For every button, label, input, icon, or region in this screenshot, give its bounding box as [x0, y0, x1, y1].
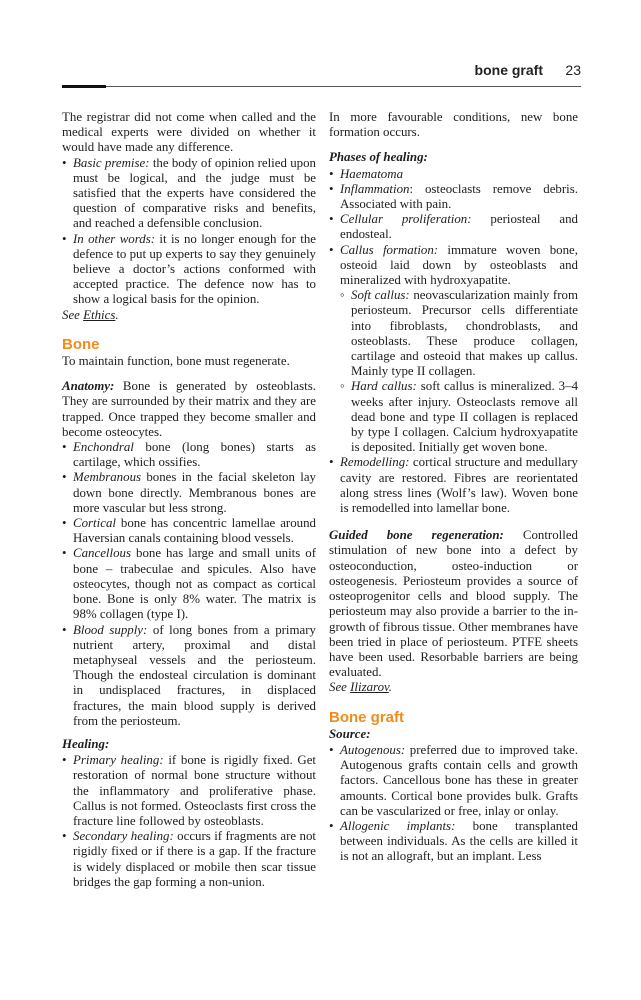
list-item: ◦ Soft callus: neovascularization mainly from periosteum. Precursor cells differentiate into fibroblasts, chondroblasts, and osteoblasts. These produce collagen, cartilage and osteoid that makes up callus. Mainly type II collagen. [340, 288, 578, 379]
source-heading: Source: [329, 726, 371, 741]
list-item: • Enchondral bone (long bones) starts as cartilage, which ossifies. [62, 440, 316, 470]
item-text: it is no longer enough for the defence to put up experts to say they genuinely believe a doctor’s actions conformed with accepted practice. The defence now has to show a logical basis for the opinion. [73, 231, 316, 307]
list-item: • Blood supply: of long bones from a primary nutrient artery, proximal and distal metaphyseal vessels and the periosteum. Though the endosteal circulation is dominant in undisplaced fractures, in displaced fractures, the main blood supply is derived from the periosteum. [62, 623, 316, 729]
guided-regeneration-paragraph: Guided bone regeneration: Controlled stimulation of new bone into a defect by osteoconduction, osteo-induction or osteogenesis. Periosteum provides a source of osteoprogenitor cells and blood supply. The periosteum may also provide a barrier to the in-growth of fibrous tissue. Other membranes have been tried in place of periosteum. PTFE sheets have been used. Resorbable barriers are being evaluated. [329, 528, 578, 680]
item-label: Basic premise: [73, 155, 150, 170]
list-item: • Haematoma [329, 167, 578, 182]
favourable-paragraph: In more favourable conditions, new bone formation occurs. [329, 110, 578, 140]
see-also-ilizarov: See Ilizarov. [329, 680, 393, 695]
list-item: • Secondary healing: occurs if fragments are not rigidly fixed or if there is a gap. If the fracture is widely displaced or mobile then scar tissue bridges the gap forming a non-union. [62, 829, 316, 890]
ilizarov-link[interactable]: Ilizarov [350, 680, 389, 695]
list-item: • Membranous bones in the facial skeleton lay down bone directly. Membranous bones are more vascular but less strong. [62, 470, 316, 516]
anatomy-paragraph: Anatomy: Bone is generated by osteoblasts. They are surrounded by their matrix and they are trapped. Once trapped they become smaller and become osteocytes. [62, 379, 316, 439]
list-item: • Remodelling: cortical structure and medullary cavity are restored. Fibres are reorientated along stress lines (Wolf’s law). Woven bone is remodelled into lamellar bone. [329, 455, 578, 516]
header-accent-bar [62, 85, 106, 88]
running-header [62, 62, 581, 82]
list-item: • Cancellous bone has large and small units of bone – trabeculae and spicules. Also have osteocytes, though not as compact as cortical bone. Bone is only 8% water. The matrix is 98% collagen (type I). [62, 546, 316, 622]
section-heading-bone: Bone [62, 335, 100, 353]
healing-heading: Healing: [62, 736, 110, 751]
anatomy-bullet-list [62, 440, 316, 729]
ethics-link[interactable]: Ethics [83, 307, 116, 322]
callus-sub-list [340, 288, 578, 455]
list-item: • Callus formation: immature woven bone, osteoid laid down by osteoblasts and mineralized with hydroxyapatite. ◦ Soft callus: neovascularization mainly from periosteum. Precursor cells differentiate into fibroblasts, chondroblasts, and osteoblasts. These produce collagen, cartilage and osteoid that makes up callus. Mainly type II collagen. ◦ Hard callus: soft callus is mineralized. 3–4 weeks after injury. Osteoclasts remove all dead bone and type II collagen is replaced by type I collagen. Calcium hydroxyapatite is deposited. Initially get woven bone. [329, 243, 578, 456]
list-item [62, 156, 316, 232]
left-column [62, 110, 316, 898]
phases-heading: Phases of healing: [329, 150, 428, 165]
intro-bullet-list [62, 156, 316, 308]
source-bullet-list [329, 743, 578, 865]
bone-intro: To maintain function, bone must regenerate. [62, 354, 290, 369]
section-heading-bone-graft: Bone graft [329, 708, 404, 726]
list-item: • Primary healing: if bone is rigidly fixed. Get restoration of normal bone structure without the inflammatory and proliferative phase. Callus is not formed. Osteoclasts first cross the fracture line followed by osteoblasts. [62, 753, 316, 829]
list-item: • Allogenic implants: bone transplanted between individuals. As the cells are killed it is not an allograft, but an implant. Less [329, 819, 578, 865]
header-rule [62, 86, 581, 87]
running-title: bone graft [474, 62, 543, 78]
list-item: • Cortical bone has concentric lamellae around Haversian canals containing blood vessels. [62, 516, 316, 546]
list-item: ◦ Hard callus: soft callus is mineralized. 3–4 weeks after injury. Osteoclasts remove all dead bone and type II collagen is replaced by type I collagen. Calcium hydroxyapatite is deposited. Initially get woven bone. [340, 379, 578, 455]
page-number: 23 [565, 62, 581, 78]
see-also-ethics: See Ethics. [62, 307, 119, 322]
list-item: • Cellular proliferation: periosteal and endosteal. [329, 212, 578, 242]
list-item [62, 232, 316, 308]
phases-bullet-list [329, 167, 578, 517]
item-label: In other words: [73, 231, 156, 246]
list-item: • Autogenous: preferred due to improved take. Autogenous grafts contain cells and growth factors. Cancellous bone has these in greater amounts. Cortical bone provides bulk. Grafts can be vascularized or free, inlay or onlay. [329, 743, 578, 819]
right-column [329, 110, 578, 873]
healing-bullet-list [62, 753, 316, 890]
item-text: the body of opinion relied upon must be logical, and the judge must be satisfied that the experts have considered the question of comparative risks and benefits, and reached a defensible conclusion. [73, 155, 316, 231]
list-item: • Inflammation: osteoclasts remove debris. Associated with pain. [329, 182, 578, 212]
intro-paragraph: The registrar did not come when called and the medical experts were divided on whether it would have made any difference. [62, 110, 316, 155]
